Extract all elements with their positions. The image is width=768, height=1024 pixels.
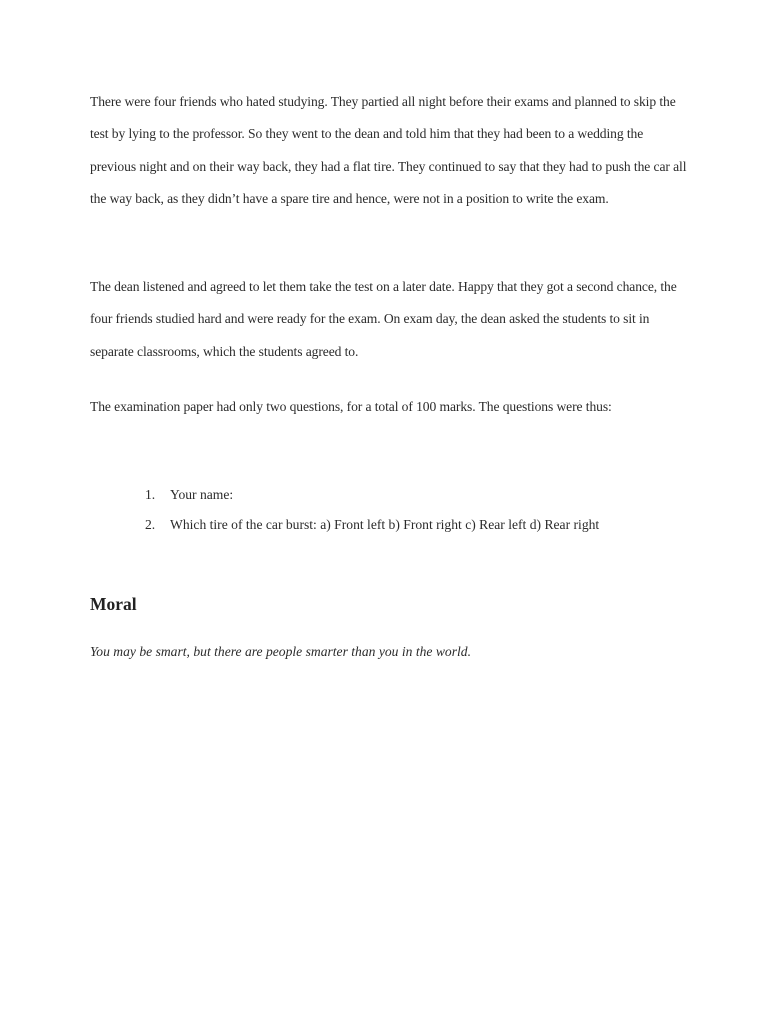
list-item-number: 1.: [145, 487, 156, 502]
exam-questions-list: [90, 483, 730, 543]
list-item-text: Which tire of the car burst: a) Front left b) Front right c) Rear left d) Rear right: [170, 517, 600, 532]
list-item: [90, 483, 730, 513]
story-paragraph-1: There were four friends who hated studying. They partied all night before their exams and planned to skip the test by lying to the professor. So they went to the dean and told him that they had been to a wedding the previous night and on their way back, they had a flat tire. They continued to say that they had to push the car all the way back, as they didn’t have a spare tire and hence, were not in a position to write the exam.: [90, 94, 687, 206]
story-paragraph-2: The dean listened and agreed to let them take the test on a later date. Happy that they got a second chance, the four friends studied hard and were ready for the exam. On exam day, the dean asked the students to sit in separate classrooms, which the students agreed to.: [90, 279, 677, 359]
moral-heading: Moral: [90, 594, 137, 614]
story-paragraph-3: The examination paper had only two questions, for a total of 100 marks. The questions were thus:: [90, 399, 612, 414]
moral-text: You may be smart, but there are people smarter than you in the world.: [90, 644, 471, 659]
list-item-number: 2.: [145, 517, 156, 532]
list-item-text: Your name:: [170, 487, 234, 502]
list-item: [90, 513, 730, 543]
